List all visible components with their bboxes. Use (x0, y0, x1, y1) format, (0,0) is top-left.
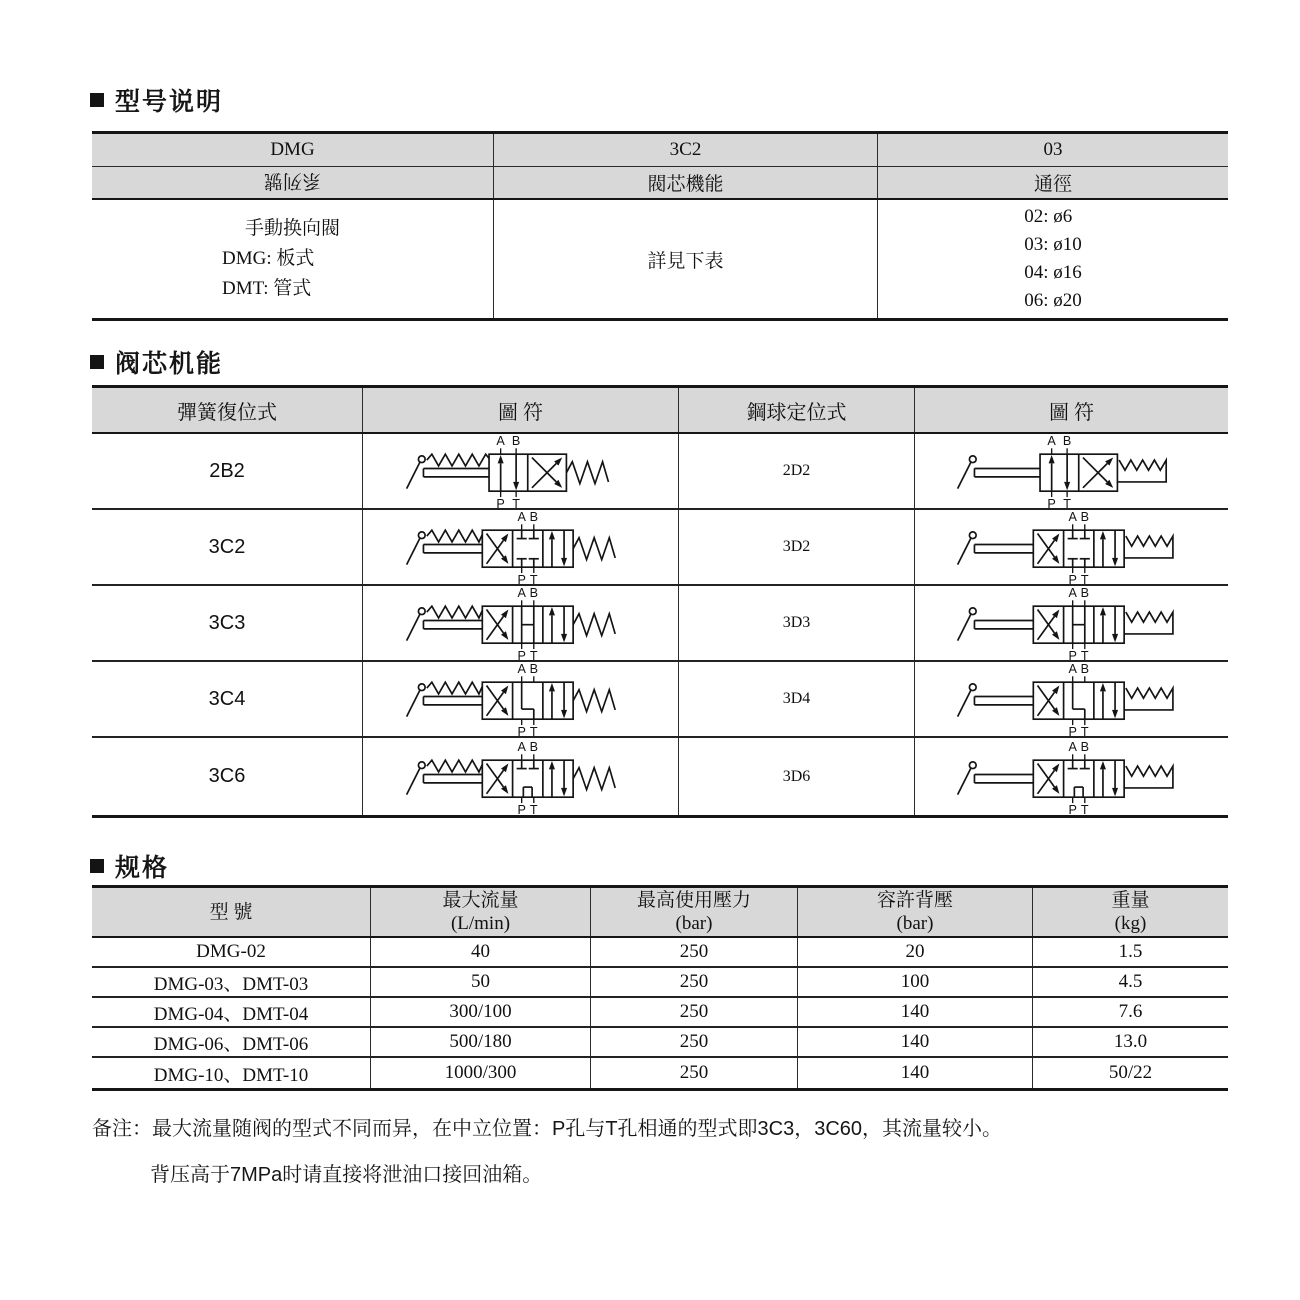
valve-symbol-cell (915, 434, 1228, 508)
spool-code: 2B2 (92, 434, 363, 508)
svg-text:P: P (1046, 497, 1056, 508)
spec-weight: 50/22 (1108, 1062, 1153, 1083)
svg-text:A: A (516, 739, 526, 754)
valve-symbol-cell (363, 662, 679, 736)
svg-text:P: P (1067, 649, 1077, 660)
header-unit: (bar) (675, 913, 713, 934)
spec-backpressure: 140 (798, 1028, 1033, 1056)
footnote-line-2: 背压高于7MPa时请直接将泄油口接回油箱。 (150, 1164, 543, 1186)
header-ball-detent: 鋼球定位式 (679, 388, 915, 432)
svg-text:A: A (1067, 739, 1077, 754)
square-bullet-icon (90, 93, 104, 107)
svg-text:B: B (1080, 739, 1089, 754)
header-line: 型 號 (209, 901, 253, 923)
section-title-text: 型号说明 (115, 88, 224, 116)
size-label-cell: 通徑 (878, 167, 1228, 198)
spec-row (92, 968, 1228, 998)
section-title-model (90, 82, 223, 118)
valve-symbol-3C3 (373, 586, 669, 660)
svg-text:B: B (511, 434, 520, 448)
svg-text:T: T (1080, 649, 1089, 660)
series-line-2: DMG: 板式 (222, 248, 315, 269)
model-label-row (92, 167, 1228, 200)
spec-weight: 4.5 (1118, 971, 1143, 992)
spec-flow: 50 (371, 968, 591, 996)
svg-text:A: A (516, 586, 526, 600)
spool-code: 2D2 (679, 434, 915, 508)
spec-flow: 1000/300 (371, 1058, 591, 1088)
spec-header-weight (1033, 888, 1228, 936)
square-bullet-icon (90, 859, 104, 873)
section-title-text: 规格 (115, 854, 170, 882)
spec-header-pressure (591, 888, 798, 936)
spool-row-3C6 (92, 738, 1228, 815)
spool-row-3C2 (92, 510, 1228, 586)
valve-symbol-3D3 (924, 586, 1220, 660)
svg-text:T: T (529, 649, 538, 660)
header-unit: (kg) (1114, 913, 1147, 934)
spool-code: 3C4 (92, 662, 363, 736)
spool-row-2B2 (92, 434, 1228, 510)
spec-weight: 1.5 (1118, 941, 1143, 962)
spec-flow: 300/100 (371, 998, 591, 1026)
svg-text:A: A (516, 662, 526, 676)
svg-text:B: B (529, 586, 538, 600)
header-line: 容許背壓 (876, 890, 953, 911)
valve-symbol-3D6 (924, 740, 1220, 814)
size-item: 02: ø6 (1024, 206, 1073, 227)
spool-code: 3D4 (679, 662, 915, 736)
svg-text:P: P (495, 497, 505, 508)
spec-model: DMG-02 (92, 938, 371, 966)
series-description-cell (92, 200, 494, 318)
series-label-cell (92, 167, 494, 198)
svg-text:T: T (1080, 725, 1089, 736)
valve-symbol-cell (363, 738, 679, 815)
spool-code: 3D2 (679, 510, 915, 584)
spool-code: 3C6 (92, 738, 363, 815)
series-label-rotated: 系列號 (263, 170, 321, 191)
svg-text:P: P (1067, 802, 1077, 814)
svg-text:B: B (1080, 662, 1089, 676)
spool-code: 3D3 (679, 586, 915, 660)
model-code-series: DMG (92, 134, 494, 166)
svg-text:P: P (1067, 573, 1077, 584)
svg-text:A: A (495, 434, 505, 448)
spec-model: DMG-06、DMT-06 (92, 1028, 371, 1056)
spec-header-flow (371, 888, 591, 936)
spool-row-3C3 (92, 586, 1228, 662)
spool-header-row (92, 388, 1228, 434)
header-spring-return: 彈簧復位式 (92, 388, 363, 432)
svg-text:T: T (511, 497, 520, 508)
svg-text:B: B (529, 510, 538, 524)
valve-symbol-cell (915, 510, 1228, 584)
spec-flow: 40 (371, 938, 591, 966)
svg-text:P: P (516, 725, 526, 736)
valve-symbol-3D2 (924, 510, 1220, 584)
svg-text:T: T (529, 573, 538, 584)
spool-function-table (92, 385, 1228, 818)
spool-row-3C4 (92, 662, 1228, 738)
section-title-spool (90, 344, 223, 380)
valve-symbol-2D2 (924, 434, 1220, 508)
model-code-row (92, 134, 1228, 167)
function-label-cell: 閥芯機能 (494, 167, 878, 198)
header-symbol-left: 圖 符 (363, 388, 679, 432)
function-note-cell: 詳見下表 (494, 200, 878, 318)
series-line-1: 手動换向閥 (244, 218, 340, 239)
svg-text:T: T (529, 725, 538, 736)
square-bullet-icon (90, 355, 104, 369)
spec-flow: 500/180 (371, 1028, 591, 1056)
valve-symbol-3C2 (373, 510, 669, 584)
series-line-3: DMT: 管式 (222, 278, 312, 299)
spec-backpressure: 140 (798, 998, 1033, 1026)
spec-header-model (92, 888, 371, 936)
svg-text:B: B (529, 739, 538, 754)
model-code-function: 3C2 (494, 134, 878, 166)
spec-pressure: 250 (591, 968, 798, 996)
valve-symbol-cell (915, 738, 1228, 815)
section-title-specs (90, 848, 169, 884)
svg-text:T: T (529, 802, 538, 814)
valve-symbol-cell (363, 434, 679, 508)
svg-text:B: B (1080, 510, 1089, 524)
svg-text:B: B (529, 662, 538, 676)
model-content-row (92, 200, 1228, 318)
header-unit: (bar) (896, 913, 934, 934)
spec-header-row (92, 888, 1228, 938)
size-item: 03: ø10 (1024, 234, 1082, 255)
valve-symbol-cell (915, 586, 1228, 660)
valve-symbol-cell (915, 662, 1228, 736)
header-line: 重量 (1111, 890, 1150, 911)
spec-backpressure: 100 (798, 968, 1033, 996)
spec-weight: 7.6 (1118, 1001, 1143, 1022)
svg-text:P: P (516, 573, 526, 584)
svg-text:T: T (1080, 802, 1089, 814)
size-list-cell (878, 200, 1228, 318)
header-unit: (L/min) (450, 913, 511, 934)
spec-row (92, 938, 1228, 968)
model-code-table (92, 131, 1228, 321)
spec-pressure: 250 (591, 1058, 798, 1088)
valve-symbol-3D4 (924, 662, 1220, 736)
spec-model: DMG-04、DMT-04 (92, 998, 371, 1026)
svg-text:B: B (1062, 434, 1071, 448)
size-list (1024, 203, 1082, 315)
svg-text:P: P (1067, 725, 1077, 736)
spool-code: 3C3 (92, 586, 363, 660)
valve-symbol-cell (363, 586, 679, 660)
svg-text:P: P (516, 649, 526, 660)
spec-pressure: 250 (591, 938, 798, 966)
svg-text:P: P (516, 802, 526, 814)
header-line: 最高使用壓力 (636, 890, 751, 911)
spec-backpressure: 140 (798, 1058, 1033, 1088)
valve-symbol-3C6 (373, 740, 669, 814)
spec-row (92, 998, 1228, 1028)
spec-model: DMG-10、DMT-10 (92, 1058, 371, 1088)
model-code-size: 03 (878, 134, 1228, 166)
header-line: 最大流量 (442, 890, 519, 911)
footnote-line-1: 备注：最大流量随阀的型式不同而异，在中立位置：P孔与T孔相通的型式即3C3，3C60，其流量较小。 (92, 1118, 1003, 1140)
svg-text:A: A (516, 510, 526, 524)
svg-text:T: T (1062, 497, 1071, 508)
svg-text:A: A (1067, 510, 1077, 524)
spec-row (92, 1058, 1228, 1088)
size-item: 06: ø20 (1024, 290, 1082, 311)
valve-symbol-2B2 (373, 434, 669, 508)
spool-code: 3C2 (92, 510, 363, 584)
svg-text:A: A (1046, 434, 1056, 448)
svg-text:A: A (1067, 662, 1077, 676)
spec-backpressure: 20 (798, 938, 1033, 966)
svg-text:T: T (1080, 573, 1089, 584)
spec-pressure: 250 (591, 1028, 798, 1056)
header-symbol-right: 圖 符 (915, 388, 1228, 432)
valve-symbol-3C4 (373, 662, 669, 736)
size-item: 04: ø16 (1024, 262, 1082, 283)
spec-row (92, 1028, 1228, 1058)
footnotes (92, 1112, 1212, 1187)
svg-text:B: B (1080, 586, 1089, 600)
spec-table (92, 885, 1228, 1091)
spec-model: DMG-03、DMT-03 (92, 968, 371, 996)
spec-pressure: 250 (591, 998, 798, 1026)
spool-code: 3D6 (679, 738, 915, 815)
valve-symbol-cell (363, 510, 679, 584)
section-title-text: 阀芯机能 (115, 350, 224, 378)
spec-weight: 13.0 (1113, 1031, 1148, 1052)
spec-header-backpressure (798, 888, 1033, 936)
svg-text:A: A (1067, 586, 1077, 600)
